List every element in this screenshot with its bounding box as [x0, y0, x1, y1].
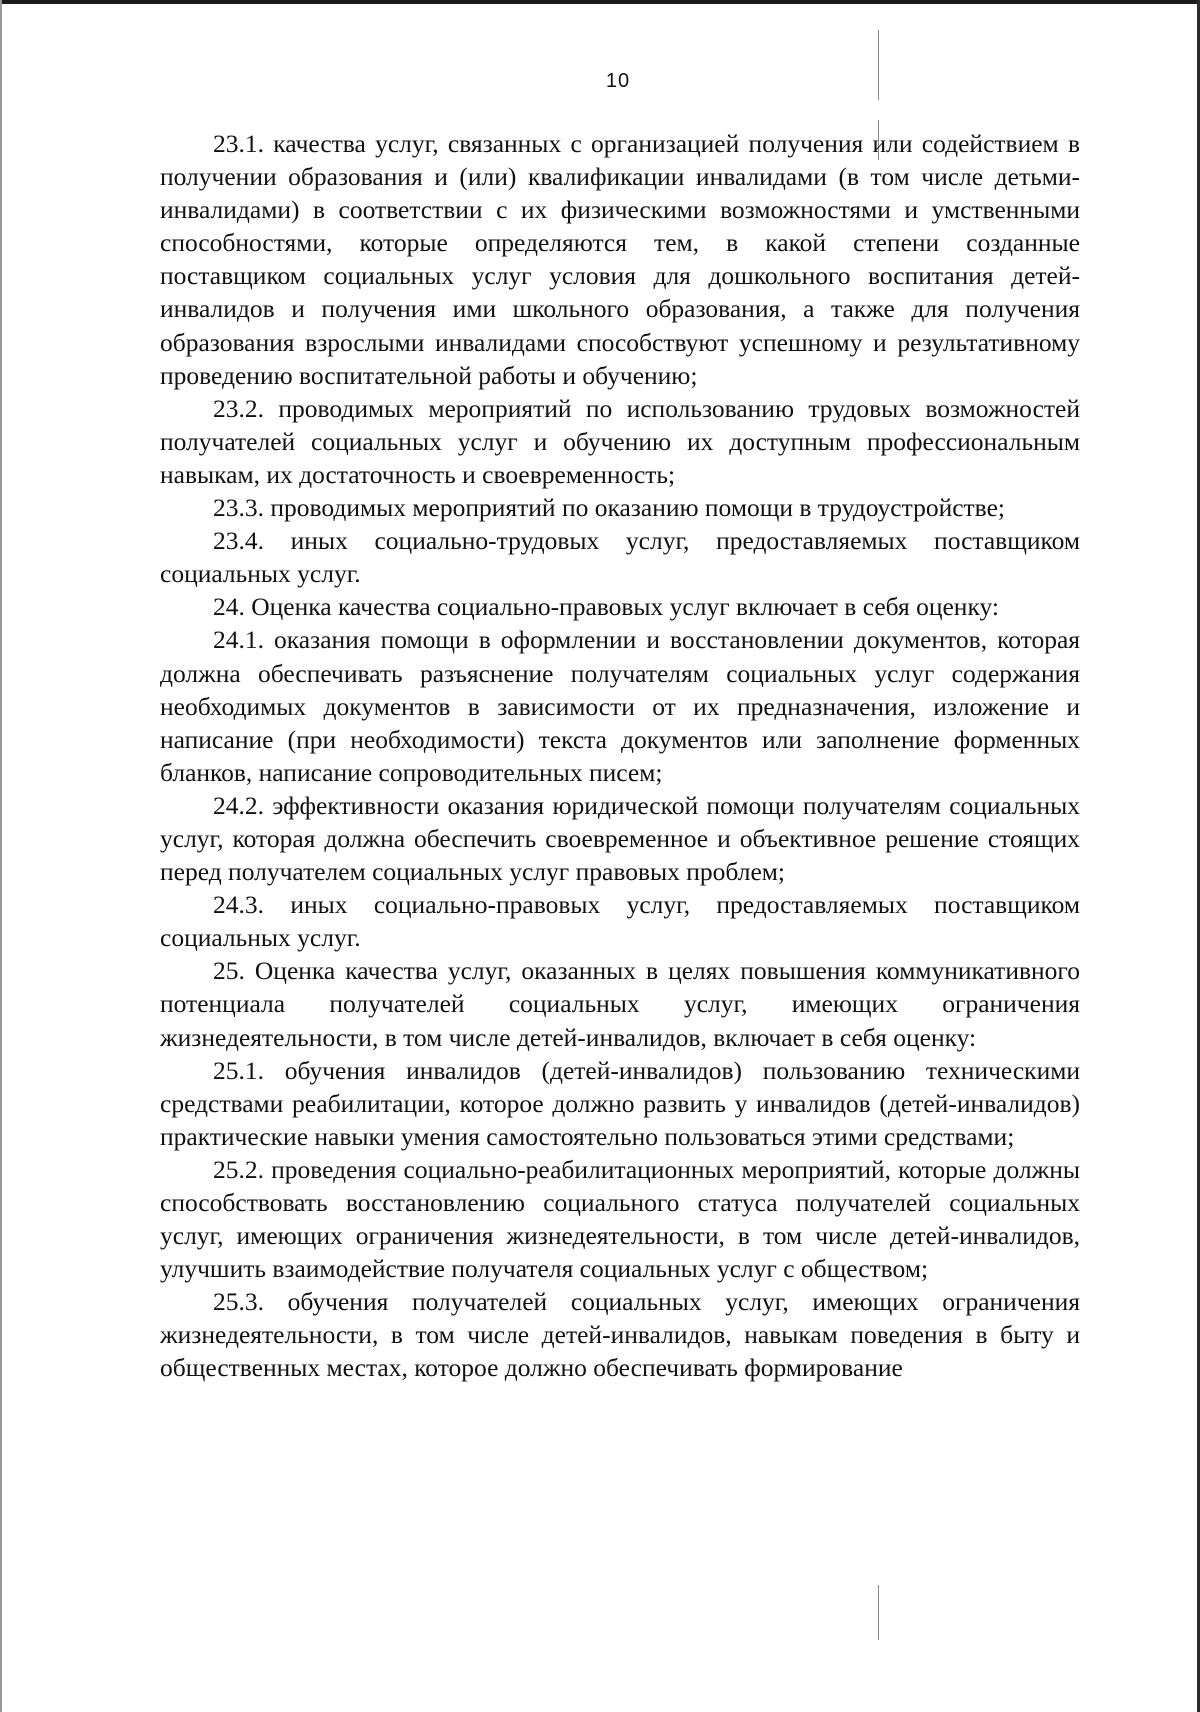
paragraph-24: 24. Оценка качества социально-правовых услуг включает в себя оценку:: [213, 592, 999, 622]
paragraph-24-3: 24.3. иных социально-правовых услуг, предоставляемых поставщиком социальных услуг.: [160, 890, 1080, 953]
paragraph-23-2: 23.2. проводимых мероприятий по использованию трудовых возможностей получателей социальных услуг и обучению их доступным профессиональным навыкам, их достаточность и своевременность;: [160, 393, 1080, 489]
paragraph-25-2: 25.2. проведения социально-реабилитационных мероприятий, которые должны способствовать восстановлению социального статуса получателей социальных услуг, имеющих ограничения жизнедеятельности, в том числе детей-инвалидов, улучшить взаимодействие получателя социальных услуг с обществом;: [160, 1154, 1080, 1284]
scan-border-left: [0, 0, 2, 1712]
paragraph-25-1: 25.1. обучения инвалидов (детей-инвалидов) пользованию техническими средствами реабилитации, которое должно развить у инвалидов (детей-инвалидов) практические навыки умения самостоятельно пользоваться этими средствами;: [160, 1055, 1080, 1151]
paragraph-25-3: 25.3. обучения получателей социальных услуг, имеющих ограничения жизнедеятельности, в том числе детей-инвалидов, навыкам поведения в быту и общественных местах, которое должно обеспечивать формирование: [160, 1287, 1080, 1383]
paragraph-24-1: 24.1. оказания помощи в оформлении и восстановлении документов, которая должна обеспечивать разъяснение получателям социальных услуг содержания необходимых документов в зависимости от их предназначения, изложение и написание (при необходимости) текста документов или заполнение форменных бланков, написание сопроводительных писем;: [160, 625, 1080, 787]
page-number: 10: [605, 70, 631, 92]
scan-border-top: [0, 0, 1200, 4]
document-body: [160, 127, 1080, 1385]
scan-artifact-line: [878, 1585, 879, 1640]
paragraph-25: 25. Оценка качества услуг, оказанных в целях повышения коммуникативного потенциала получателей социальных услуг, имеющих ограничения жизнедеятельности, в том числе детей-инвалидов, включает в себя оценку:: [160, 956, 1080, 1052]
paragraph-23-4: 23.4. иных социально-трудовых услуг, предоставляемых поставщиком социальных услуг.: [160, 526, 1080, 589]
paragraph-23-3: 23.3. проводимых мероприятий по оказанию помощи в трудоустройстве;: [213, 493, 1005, 523]
paragraph-24-2: 24.2. эффективности оказания юридической помощи получателям социальных услуг, которая должна обеспечить своевременное и объективное решение стоящих перед получателем социальных услуг правовых проблем;: [160, 790, 1080, 887]
paragraph-23-1: 23.1. качества услуг, связанных с организацией получения или содействием в получении образования и (или) квалификации инвалидами (в том числе детьми-инвалидами) в соответствии с их физическими возможностями и умственными способностями, которые определяются тем, в какой степени созданные поставщиком социальных услуг условия для дошкольного воспитания детей-инвалидов и получения ими школьного образования, а также для получения образования взрослыми инвалидами способствуют успешному и результативному проведению воспитательной работы и обучению;: [160, 129, 1080, 390]
